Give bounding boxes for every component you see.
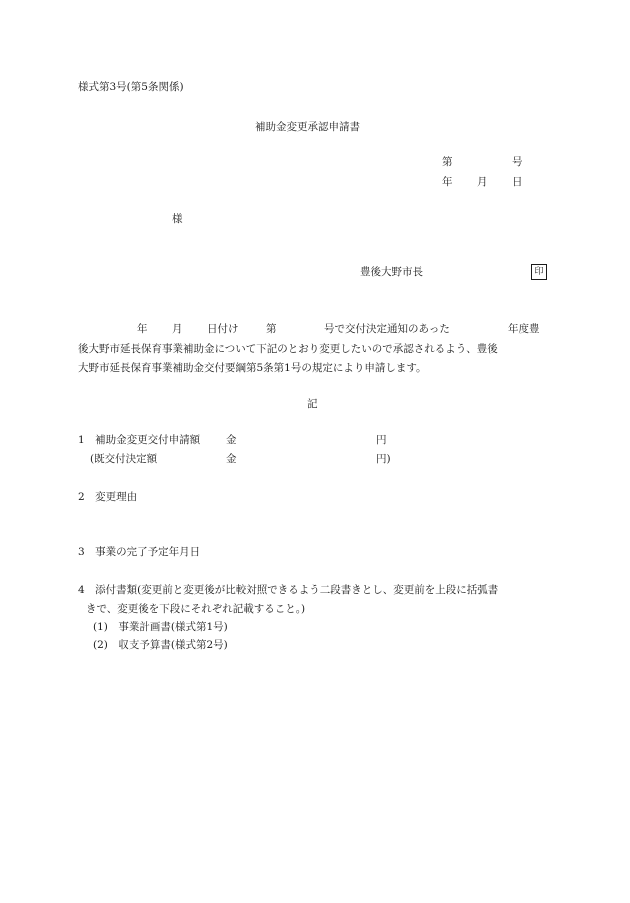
item-2: 2 変更理由 bbox=[78, 491, 138, 503]
date-day: 日 bbox=[512, 176, 523, 188]
date-month: 月 bbox=[477, 176, 488, 188]
addressee-sama: 様 bbox=[172, 213, 183, 225]
applicant-name: 豊後大野市長 bbox=[360, 266, 423, 278]
doc-number-go: 号 bbox=[512, 156, 523, 168]
item-3: 3 事業の完了予定年月日 bbox=[78, 546, 201, 558]
body-line-2: 後大野市延長保育事業補助金について下記のとおり変更したいので承認されるよう、豊後 bbox=[78, 343, 498, 355]
seal-mark: 印 bbox=[531, 264, 547, 280]
body-line-3: 大野市延長保育事業補助金交付要綱第5条第1号の規定により申請します。 bbox=[78, 362, 427, 374]
ki-heading: 記 bbox=[307, 398, 318, 410]
doc-number-dai: 第 bbox=[442, 156, 453, 168]
document-title: 補助金変更承認申請書 bbox=[255, 121, 360, 133]
form-number: 様式第3号(第5条関係) bbox=[78, 81, 184, 93]
date-year: 年 bbox=[442, 176, 453, 188]
